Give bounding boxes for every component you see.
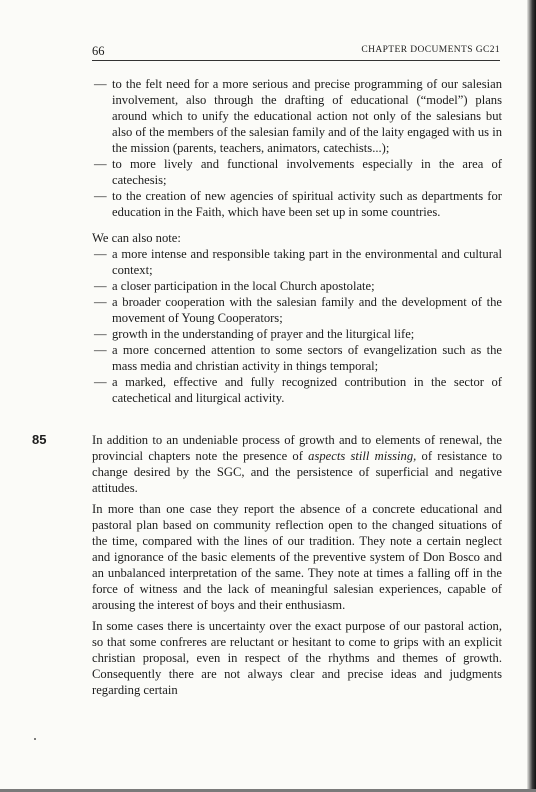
list-item-text: a more intense and responsible taking part in the environmental and cultural context; [112, 247, 502, 277]
page-body [32, 76, 503, 698]
dash-marker: — [94, 157, 107, 171]
page-edge-shadow [527, 0, 536, 792]
dash-marker: — [94, 295, 107, 309]
paragraph-aspects-missing [92, 432, 502, 496]
dash-marker: — [94, 343, 107, 357]
section-number: 85 [32, 432, 47, 447]
list-item-text: growth in the understanding of prayer and the liturgical life; [112, 327, 415, 341]
list-felt-needs [92, 76, 502, 220]
list-item [92, 374, 502, 406]
italic-phrase: aspects still missing, [308, 449, 417, 463]
list-item [92, 294, 502, 326]
list-notes [92, 246, 502, 406]
list-item-text: a broader cooperation with the salesian family and the development of the movement of Young Cooperators; [112, 295, 502, 325]
page-number: 66 [92, 44, 105, 58]
dash-marker: — [94, 247, 107, 261]
scan-speck [34, 738, 36, 740]
list-item-text: a more concerned attention to some sectors of evangelization such as the mass media and christian activity in things temporal; [112, 343, 502, 373]
list-item [92, 246, 502, 278]
list-item [92, 278, 502, 294]
paragraph-uncertainty: In some cases there is uncertainty over the exact purpose of our pastoral action, so that some confreres are reluctant or hesitant to come to grips with an explicit christian proposal, even in respect of the rhythms and themes of growth. Consequently there are not always clear and precise ideas and judgments regarding certain [92, 619, 502, 697]
note-intro: We can also note: [92, 231, 181, 245]
page-header [92, 44, 500, 61]
list-item [92, 156, 502, 188]
dash-marker: — [94, 375, 107, 389]
list-item [92, 188, 502, 220]
dash-marker: — [94, 189, 107, 203]
dash-marker: — [94, 279, 107, 293]
paragraph-text: of resistance to change desired by the SGC, and the persistence of superficial and negative attitudes. [92, 449, 503, 495]
list-item [92, 326, 502, 342]
paragraph-educational-plan: In more than one case they report the absence of a concrete educational and pastoral plan based on community reflection open to the changed situations of the time, compared with the lines of our tradition. They note a certain neglect and ignorance of the basic elements of the preventive system of Don Bosco and an unbalanced interpretation of the same. They note at times a falling off in the force of witness and the lack of meaningful salesian experiences, capable of arousing the interest of boys and their enthusiasm. [92, 502, 502, 612]
list-item-text: to more lively and functional involvements especially in the area of catechesis; [112, 157, 502, 187]
dash-marker: — [94, 327, 107, 341]
list-item-text: to the creation of new agencies of spiritual activity such as departments for education in the Faith, which have been set up in some countries. [112, 189, 502, 219]
list-item [92, 76, 502, 156]
dash-marker: — [94, 77, 107, 91]
list-item-text: to the felt need for a more serious and precise programming of our salesian involvement, also through the drafting of educational (“model”) plans around which to unify the educational action not only of the salesians but also of the members of the salesian family and of the laity engaged with us in the mission (parents, teachers, animators, catechists...); [112, 77, 502, 155]
list-item-text: a marked, effective and fully recognized contribution in the sector of catechetical and liturgical activity. [112, 375, 502, 405]
running-head: CHAPTER DOCUMENTS GC21 [361, 45, 500, 55]
list-item [92, 342, 502, 374]
section-85 [32, 432, 503, 698]
paragraph-text: In addition to an undeniable process of growth and to elements of renewal, the provincial chapters note the presence of [92, 433, 502, 463]
list-item-text: a closer participation in the local Church apostolate; [112, 279, 375, 293]
